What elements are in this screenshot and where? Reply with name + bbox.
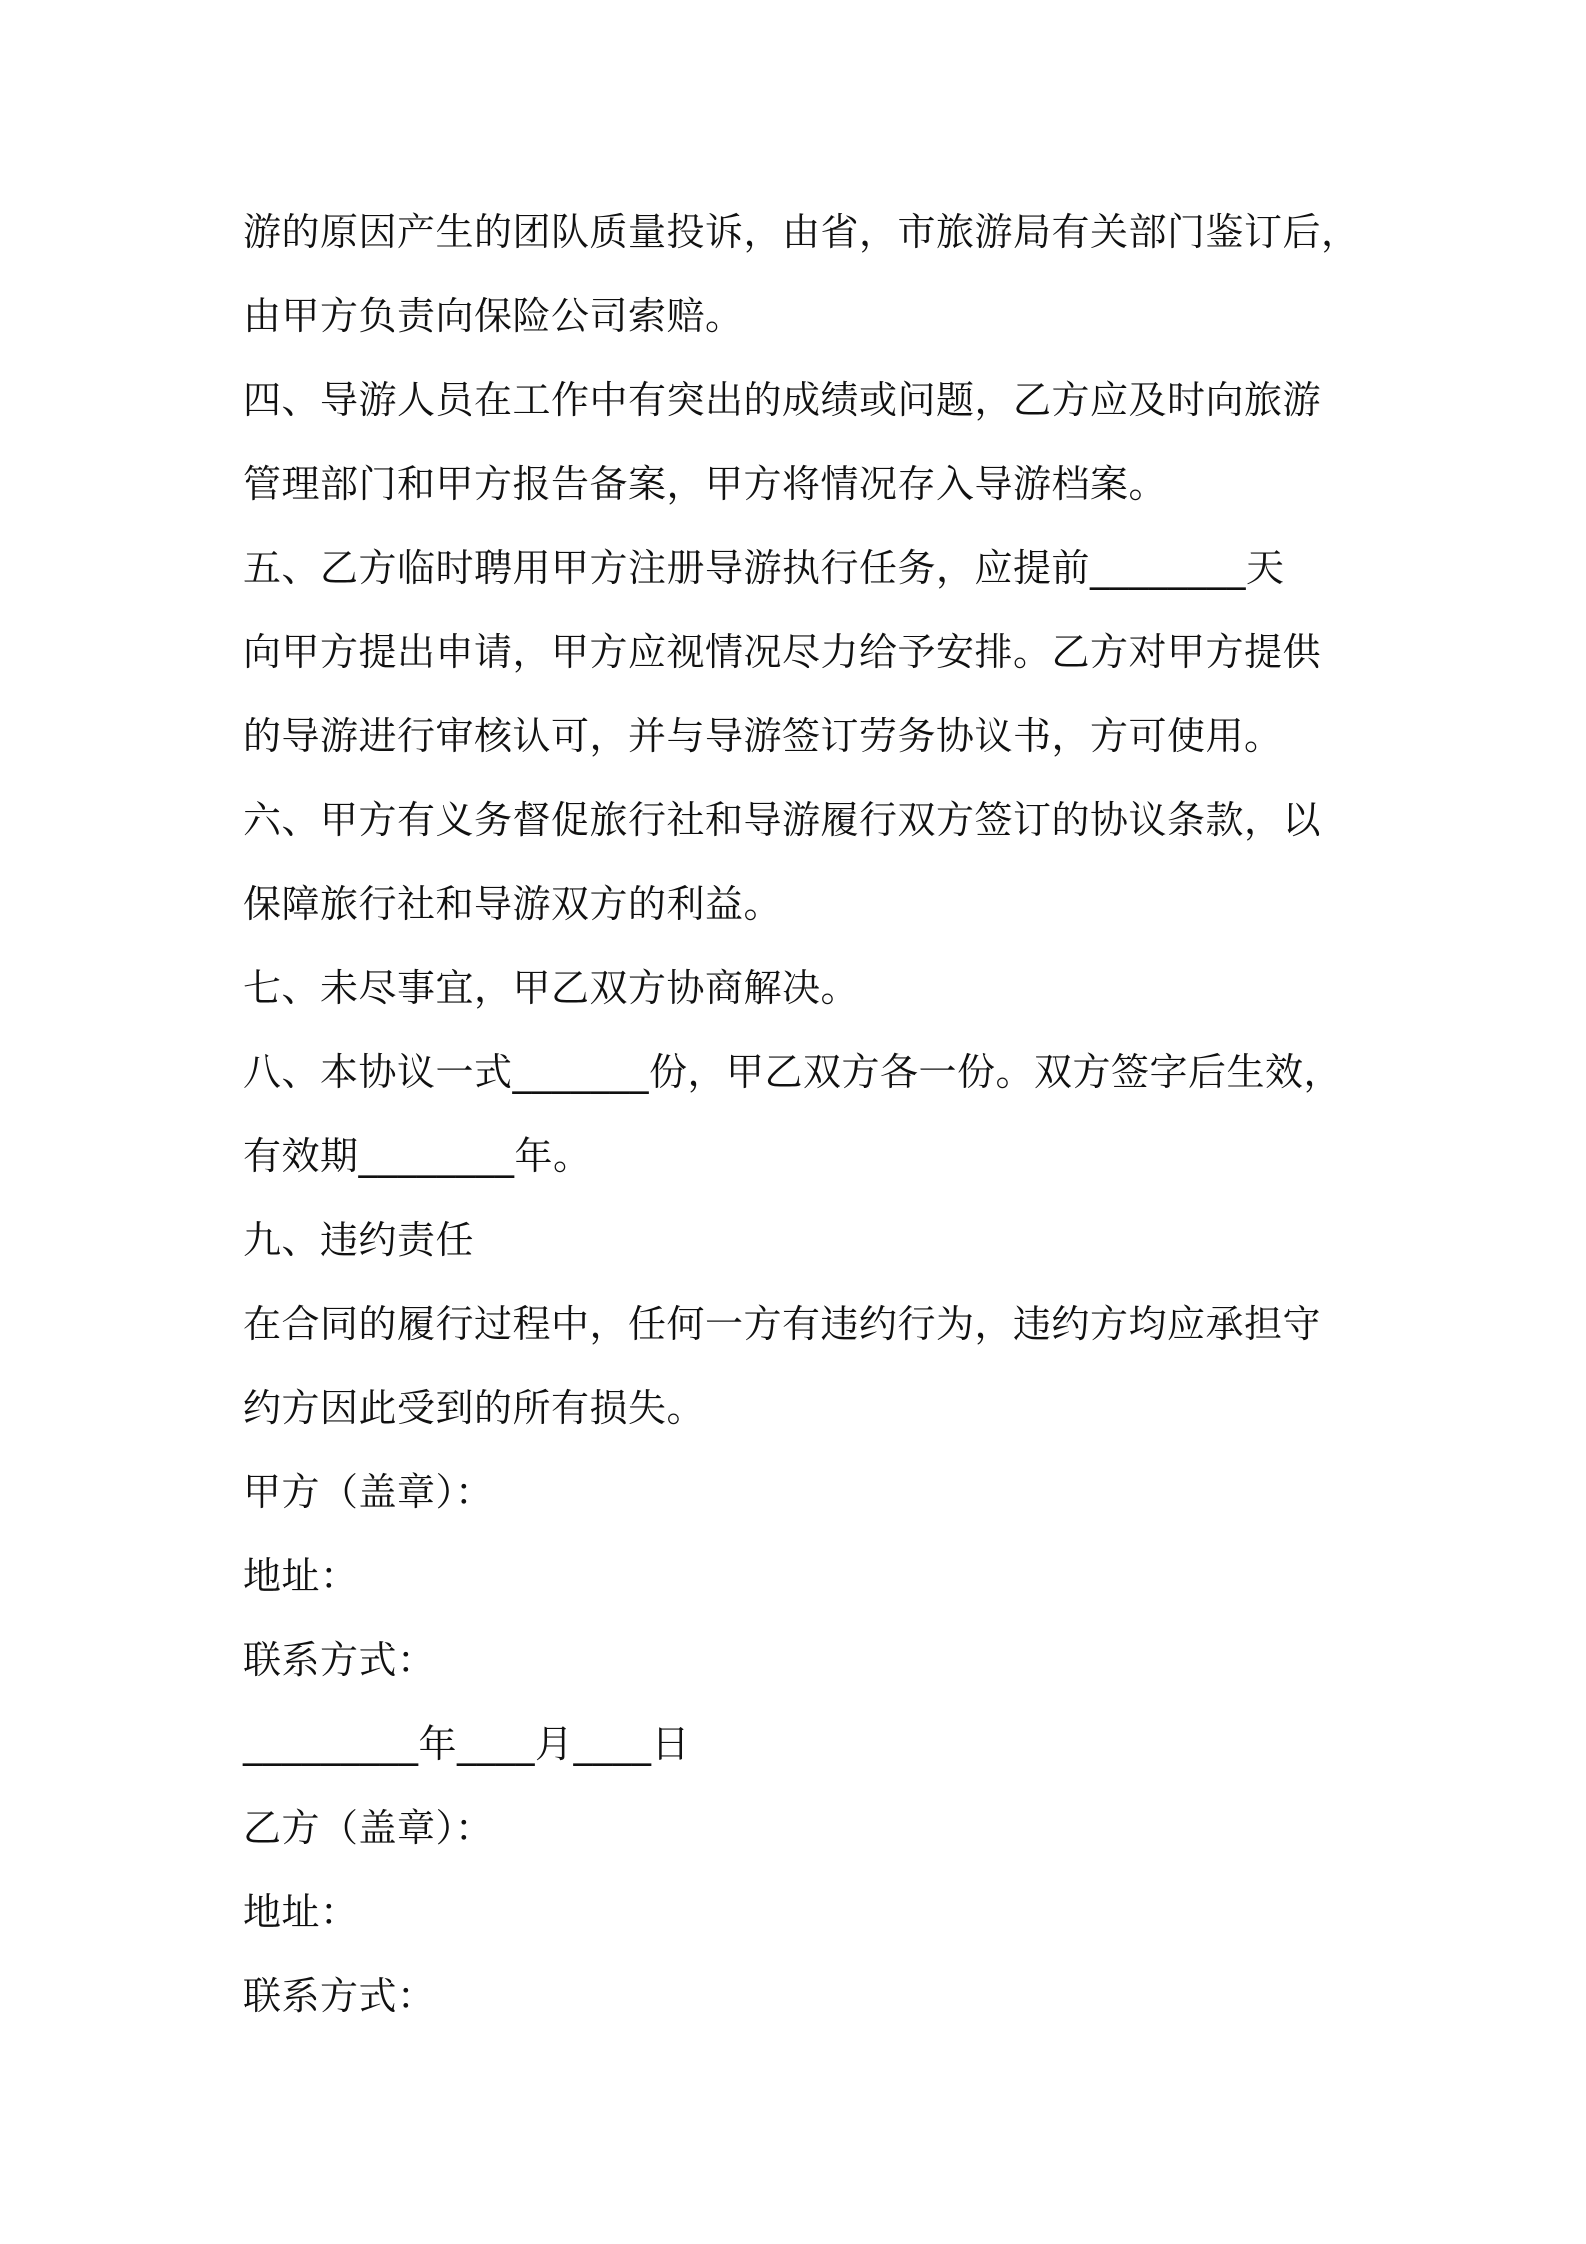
- clause-4: 四、导游人员在工作中有突出的成绩或问题，乙方应及时向旅游: [243, 378, 1322, 422]
- text-line: 向甲方提出申请，甲方应视情况尽力给予安排。乙方对甲方提供: [243, 630, 1322, 674]
- party-b-address-label: 地址：: [243, 1890, 359, 1934]
- text-line: 的导游进行审核认可，并与导游签订劳务协议书，方可使用。: [243, 714, 1283, 758]
- text-line: 在合同的履行过程中，任何一方有违约行为，违约方均应承担守: [243, 1302, 1322, 1346]
- text-line: 约方因此受到的所有损失。: [243, 1386, 706, 1430]
- text-line: 保障旅行社和导游双方的利益。: [243, 882, 783, 926]
- clause-6: 六、甲方有义务督促旅行社和导游履行双方签订的协议条款，以: [243, 798, 1322, 842]
- clause-7: 七、未尽事宜，甲乙双方协商解决。: [243, 966, 860, 1010]
- clause-8: 八、本协议一式_______份，甲乙双方各一份。双方签字后生效，: [243, 1050, 1343, 1094]
- party-a-seal-label: 甲方（盖章）：: [243, 1470, 494, 1514]
- party-a-address-label: 地址：: [243, 1554, 359, 1598]
- clause-5: 五、乙方临时聘用甲方注册导游执行任务，应提前________天: [243, 546, 1285, 590]
- text-line: 有效期________年。: [243, 1134, 592, 1178]
- text-line: 管理部门和甲方报告备案，甲方将情况存入导游档案。: [243, 462, 1168, 506]
- party-b-contact-label: 联系方式：: [243, 1974, 436, 2018]
- clause-9-heading: 九、违约责任: [243, 1218, 475, 1262]
- text-line: 由甲方负责向保险公司索赔。: [243, 294, 744, 338]
- contract-page: [243, 190, 1363, 2038]
- text-line: 游的原因产生的团队质量投诉，由省，市旅游局有关部门鉴订后，: [243, 210, 1360, 254]
- party-a-contact-label: 联系方式：: [243, 1638, 436, 1682]
- signing-date-line: _________年____月____日: [243, 1722, 691, 1766]
- party-b-seal-label: 乙方（盖章）：: [243, 1806, 494, 1850]
